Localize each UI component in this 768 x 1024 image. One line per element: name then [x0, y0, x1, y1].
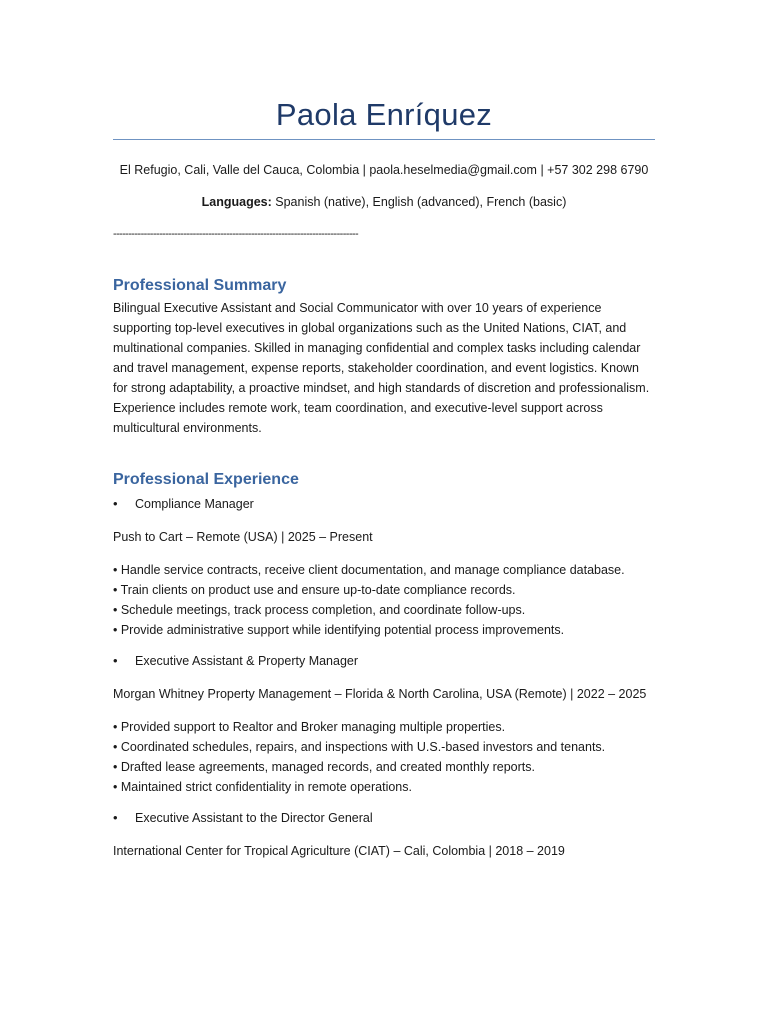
job-title-row: [113, 652, 655, 670]
duty-item: • Train clients on product use and ensure up-to-date compliance records.: [113, 583, 516, 597]
duty-item: • Maintained strict confidentiality in remote operations.: [113, 780, 412, 794]
duty-item: • Provided support to Realtor and Broker managing multiple properties.: [113, 720, 506, 734]
job-title-row: [113, 495, 655, 513]
summary-text: Bilingual Executive Assistant and Social Communicator with over 10 years of experience supporting top-level executives in global organizations such as the United Nations, CIAT, and multinational companies. Skilled in managing confidential and complex tasks including calendar and travel management, expense reports, stakeholder coordination, and event logistics. Known for strong adaptability, a proactive mindset, and high standards of discretion and professionalism. Experience includes remote work, team coordination, and executive-level support across multicultural environments.: [113, 301, 650, 435]
dashed-separator: --------------------------------------------------------------------------------: [113, 228, 359, 240]
experience-heading: Professional Experience: [113, 471, 299, 488]
bullet-icon: •: [113, 496, 118, 511]
duty-item: • Handle service contracts, receive client documentation, and manage compliance database.: [113, 563, 625, 577]
languages-line: [113, 193, 655, 211]
duty-item: • Schedule meetings, track process completion, and coordinate follow-ups.: [113, 603, 526, 617]
job-title: Executive Assistant & Property Manager: [135, 654, 359, 668]
languages-label: Languages:: [201, 195, 272, 209]
bullet-icon: •: [113, 810, 118, 825]
duty-item: • Coordinated schedules, repairs, and inspections with U.S.-based investors and tenants.: [113, 740, 606, 754]
job-company: Push to Cart – Remote (USA) | 2025 – Present: [113, 530, 373, 544]
job-company: International Center for Tropical Agriculture (CIAT) – Cali, Colombia | 2018 – 2019: [113, 844, 565, 858]
duty-item: • Provide administrative support while identifying potential process improvements.: [113, 623, 565, 637]
duty-item: • Drafted lease agreements, managed records, and created monthly reports.: [113, 760, 535, 774]
job-company: Morgan Whitney Property Management – Florida & North Carolina, USA (Remote) | 2022 – 2025: [113, 687, 647, 701]
job-duties: [113, 717, 655, 797]
summary-heading: Professional Summary: [113, 277, 287, 294]
candidate-name: Paola Enríquez: [275, 97, 493, 132]
contact-info: El Refugio, Cali, Valle del Cauca, Colombia | paola.heselmedia@gmail.com | +57 302 298 6790: [119, 163, 649, 177]
job-duties: [113, 560, 655, 640]
title-divider: [113, 139, 655, 140]
languages-value: Spanish (native), English (advanced), French (basic): [271, 195, 567, 209]
job-title: Executive Assistant to the Director General: [135, 811, 373, 825]
bullet-icon: •: [113, 653, 118, 668]
job-title-row: [113, 809, 655, 827]
job-title: Compliance Manager: [135, 497, 254, 511]
